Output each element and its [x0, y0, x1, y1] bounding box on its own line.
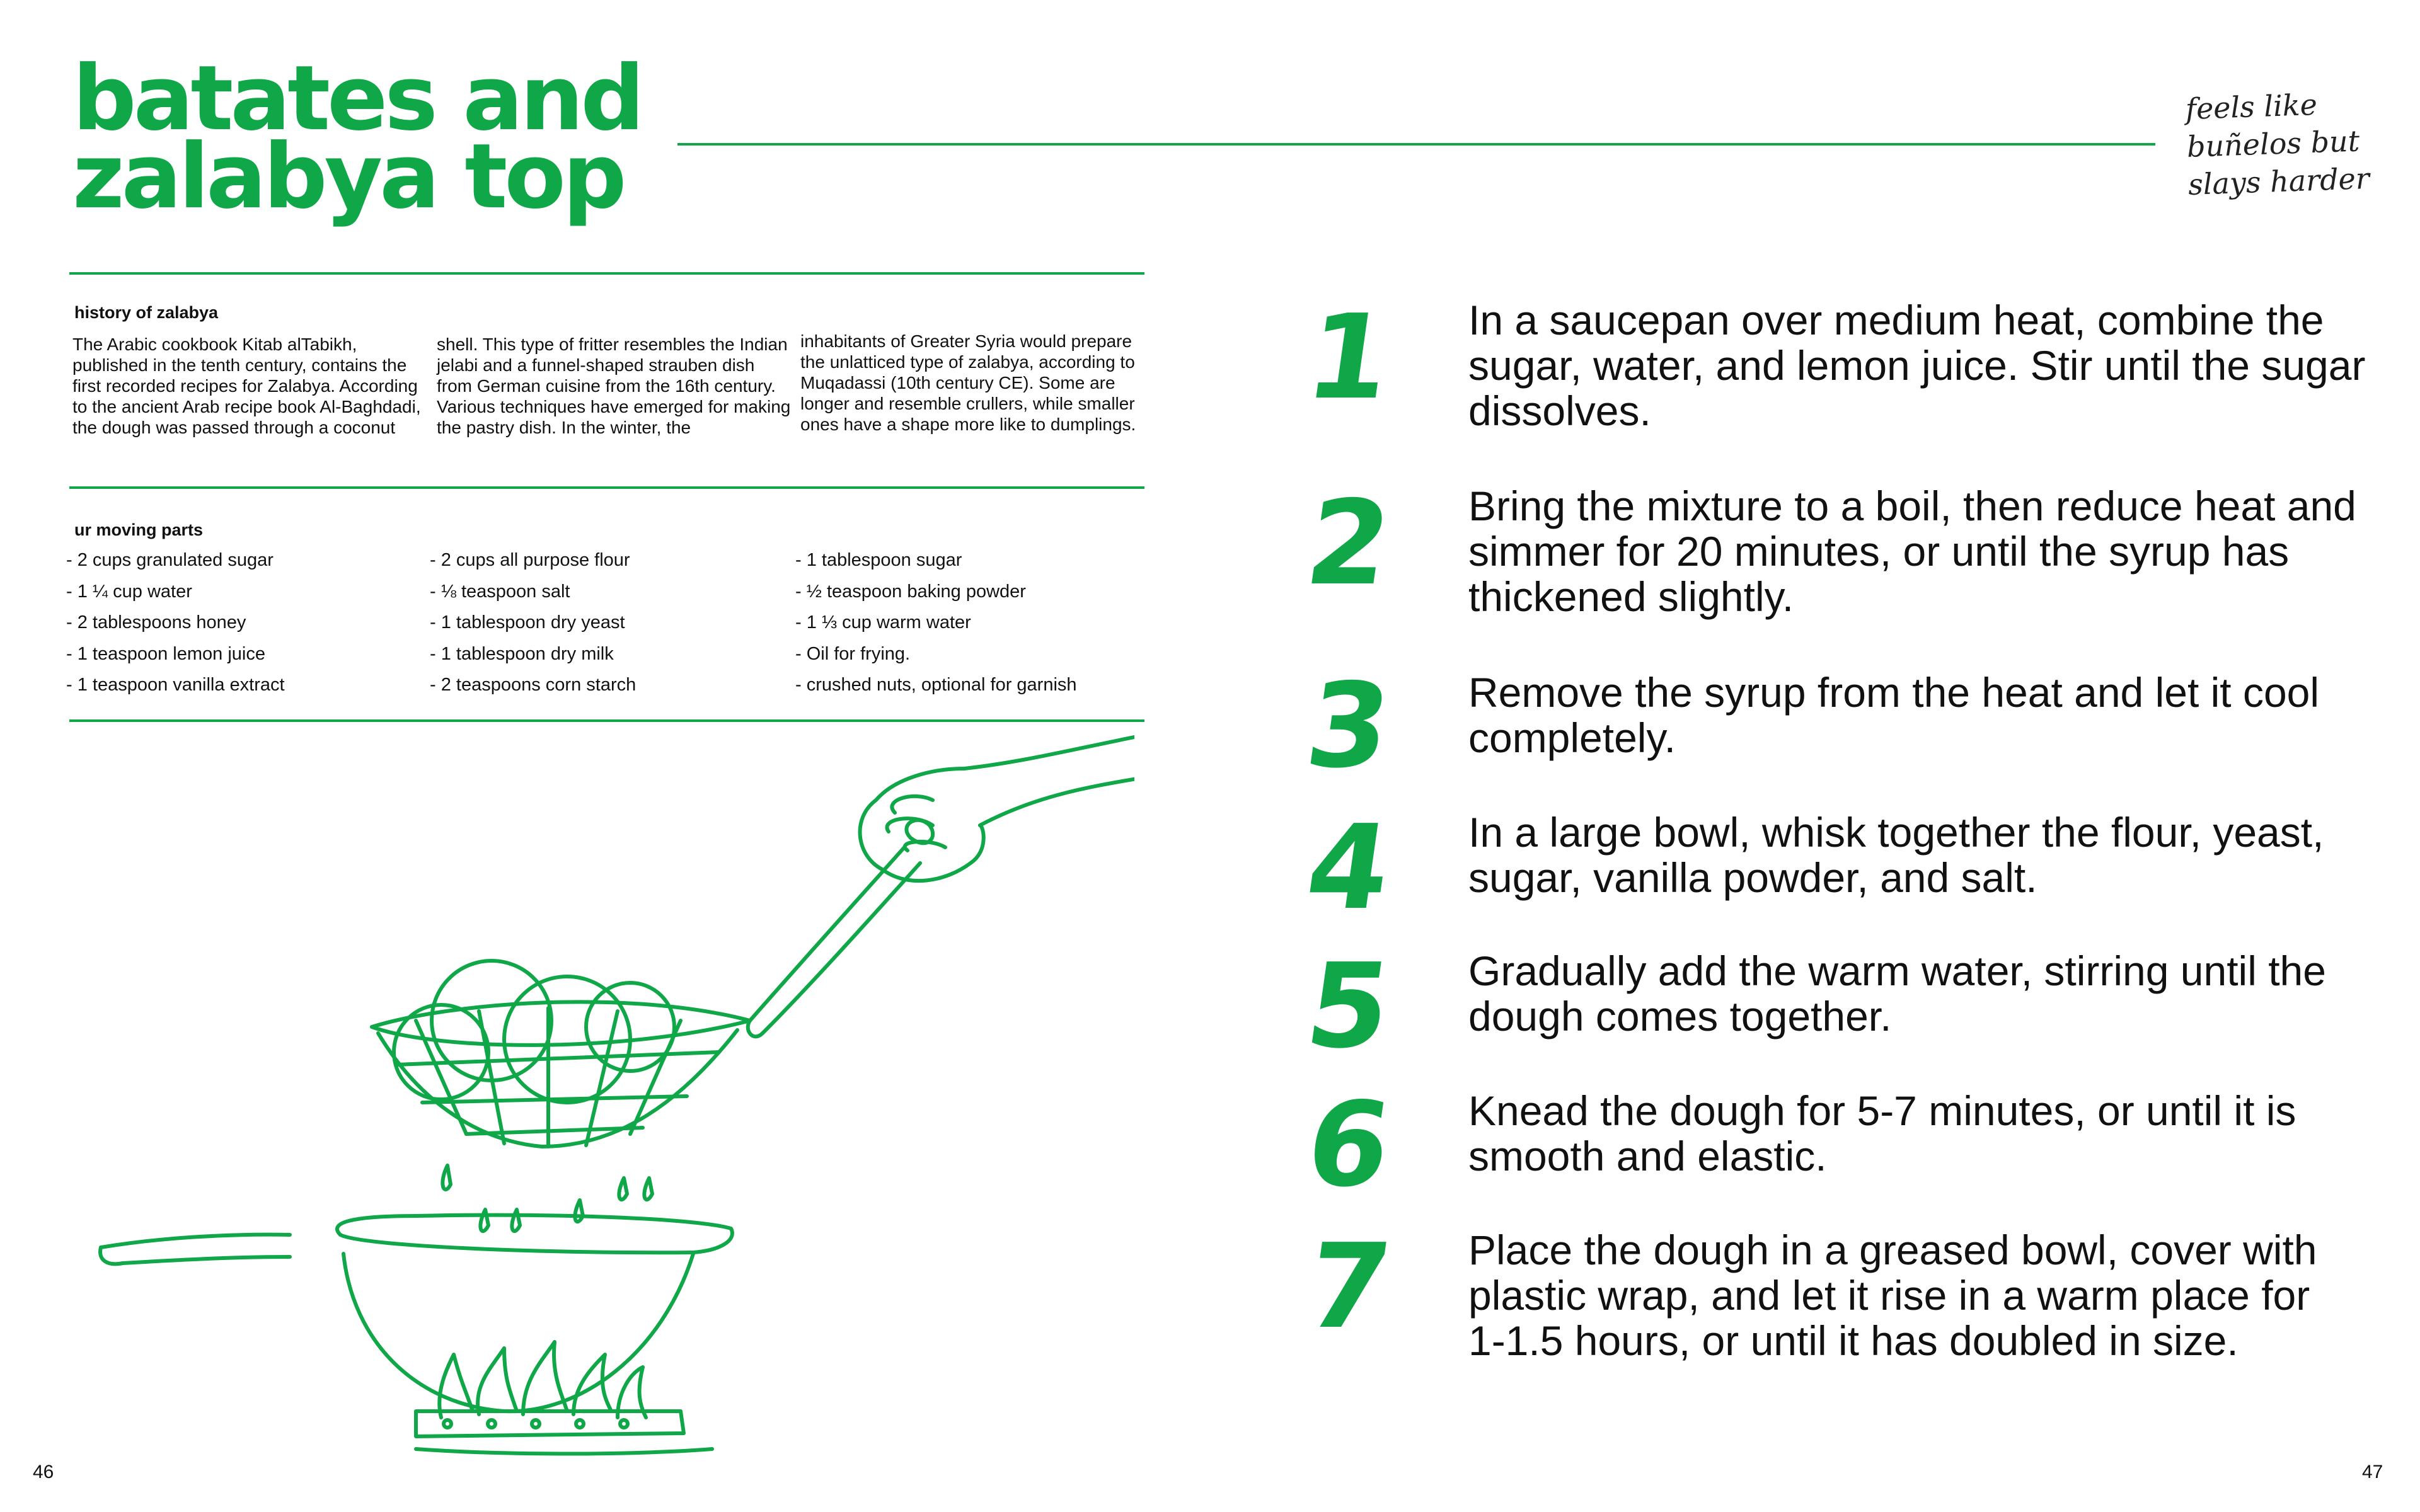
step-number-3: 3	[1298, 658, 1399, 794]
history-column-2: shell. This type of fritter resembles the Indian jelabi and a funnel-shaped strauben dish from German cuisine from the 16th century. Various techniques have emerged for making the pastry dish. In the winter, the	[437, 335, 791, 437]
history-top-divider	[69, 272, 1144, 275]
drip-4	[575, 1200, 583, 1222]
ladle-mesh-v1	[416, 1021, 466, 1134]
hand-finger-1	[892, 796, 933, 813]
title-divider	[677, 143, 2155, 146]
drip-6	[644, 1178, 652, 1200]
step-number-2: 2	[1298, 475, 1399, 611]
ladle-handle-top	[750, 847, 904, 1021]
title-line-2: zalabya top	[72, 125, 624, 229]
ingredient-item: - crushed nuts, optional for garnish	[795, 675, 1077, 695]
step-number-6: 6	[1298, 1077, 1399, 1213]
hand-thumb	[906, 820, 933, 844]
step-number-5: 5	[1298, 938, 1399, 1074]
ingredient-item: - 1 teaspoon lemon juice	[66, 643, 265, 664]
step-number-4: 4	[1298, 799, 1399, 936]
ladle-rim-bottom	[372, 1021, 750, 1045]
drip-2	[480, 1210, 488, 1231]
note-line-3: slays harder	[2187, 161, 2370, 202]
step-text-7: Place the dough in a greased bowl, cover with plastic wrap, and let it rise in a warm place for 1-1.5 hours, or until it has doubled in size.	[1468, 1227, 2317, 1364]
ingredient-item: - 2 teaspoons corn starch	[430, 675, 637, 695]
step-number-1: 1	[1298, 289, 1399, 425]
step-number-7: 7	[1298, 1218, 1399, 1354]
step-text-4: In a large bowl, whisk together the flour, yeast, sugar, vanilla powder, and salt.	[1468, 809, 2324, 901]
page-number-left: 46	[33, 1462, 54, 1482]
burner-hole	[488, 1420, 495, 1428]
stove-surface	[416, 1449, 712, 1454]
ingredient-item: - 1 tablespoon sugar	[795, 550, 962, 570]
ingredients-bottom-divider	[69, 719, 1144, 722]
pan-handle-bottom	[100, 1247, 290, 1264]
flame-4	[573, 1354, 611, 1414]
ladle-handle-end	[748, 1021, 763, 1036]
step-text-2: Bring the mixture to a boil, then reduce heat and simmer for 20 minutes, or until the syrup has thickened slightly.	[1468, 483, 2356, 620]
drip-5	[619, 1178, 627, 1200]
ingredient-item: - ½ teaspoon baking powder	[795, 581, 1026, 602]
arm-sleeve-bottom	[980, 778, 1134, 825]
frying-illustration	[63, 724, 1134, 1480]
ingredients-heading: ur moving parts	[74, 520, 204, 539]
step-text-6: Knead the dough for 5-7 minutes, or until it is smooth and elastic.	[1468, 1087, 2296, 1179]
ingredient-item: - 1 teaspoon vanilla extract	[66, 675, 285, 695]
ingredient-item: - Oil for frying.	[795, 643, 911, 664]
burner-hole	[576, 1420, 584, 1428]
ingredient-item: - 1 ⅓ cup warm water	[795, 612, 971, 633]
pot-rim	[337, 1215, 732, 1252]
pan-handle-top	[101, 1235, 290, 1247]
ingredients-column-2	[430, 545, 789, 701]
history-heading: history of zalabya	[74, 303, 219, 322]
ladle-mesh-v4	[586, 1011, 618, 1145]
history-column-1: The Arabic cookbook Kitab alTabikh, published in the tenth century, contains the first recorded recipes for Zalabya. According to the ancient Arab recipe book Al-Baghdadi, the dough was passed through a coconut	[72, 335, 421, 437]
burner-hole	[444, 1420, 451, 1428]
note-line-2: buñelos but	[2186, 123, 2360, 164]
flame-2	[478, 1348, 517, 1414]
ingredient-item: - 1 tablespoon dry yeast	[430, 612, 625, 633]
ingredients-column-3	[795, 545, 1155, 701]
ingredient-item: - ⅛ teaspoon salt	[430, 581, 570, 602]
ingredient-item: - 2 cups all purpose flour	[430, 550, 630, 570]
page-number-right: 47	[2362, 1462, 2383, 1482]
ingredients-column-1	[66, 545, 425, 701]
pot-rim-lower	[340, 1235, 693, 1252]
history-column-3: inhabitants of Greater Syria would prepare the unlatticed type of zalabya, according to Muqadassi (10th century CE). Some are longer and resemble crullers, while smaller ones have a shape more like to dumplings.	[800, 331, 1136, 434]
step-text-1: In a saucepan over medium heat, combine the sugar, water, and lemon juice. Stir until the sugar dissolves.	[1468, 297, 2366, 434]
drip-1	[442, 1166, 451, 1189]
note-line-1: feels like	[2185, 87, 2318, 127]
burner-hole	[620, 1420, 628, 1428]
arm-sleeve-top	[964, 737, 1134, 769]
step-text-5: Gradually add the warm water, stirring until the dough comes together.	[1468, 948, 2326, 1040]
ladle-handle-bottom	[763, 863, 920, 1033]
drip-3	[512, 1210, 520, 1231]
step-text-3: Remove the syrup from the heat and let it cool completely.	[1468, 669, 2320, 761]
title-line-1: batates and	[72, 47, 642, 151]
ingredient-item: - 1 tablespoon dry milk	[430, 643, 614, 664]
handwritten-note	[2185, 84, 2370, 203]
ingredient-item: - 2 tablespoons honey	[66, 612, 246, 633]
page-title	[72, 47, 642, 229]
ingredient-item: - 1 ¼ cup water	[66, 581, 192, 602]
ingredient-item: - 2 cups granulated sugar	[66, 550, 274, 570]
flame-1	[439, 1354, 473, 1418]
burner-hole	[532, 1420, 539, 1428]
history-bottom-divider	[69, 486, 1144, 489]
